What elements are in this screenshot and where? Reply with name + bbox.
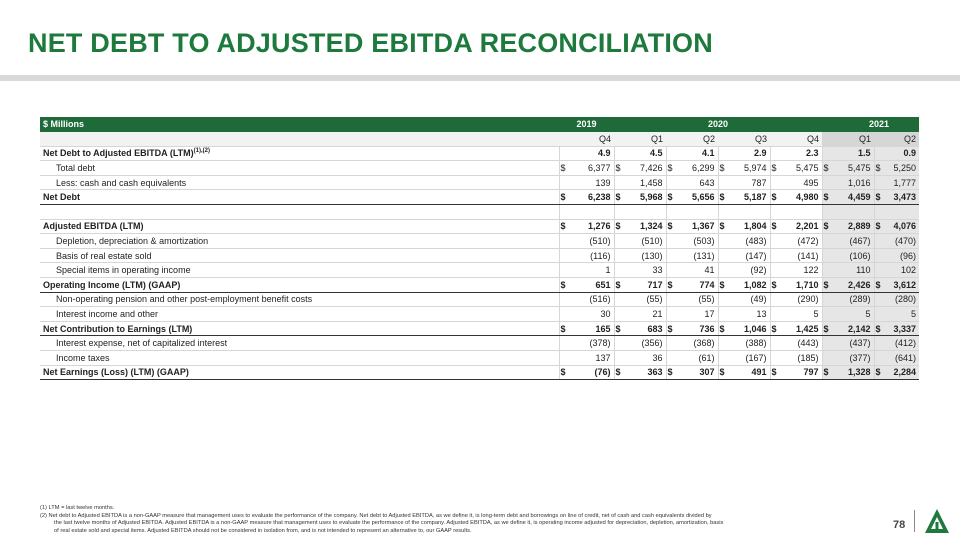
- currency-symbol: [666, 336, 676, 351]
- value-cell: 491: [728, 365, 770, 380]
- table-row: [40, 336, 919, 351]
- currency-symbol: $: [559, 161, 569, 176]
- currency-symbol: [614, 336, 624, 351]
- currency-symbol: [822, 307, 832, 322]
- currency-symbol: [822, 351, 832, 366]
- currency-symbol: $: [874, 321, 884, 336]
- value-cell: (412): [884, 336, 919, 351]
- currency-symbol: $: [874, 365, 884, 380]
- row-label: Adjusted EBITDA (LTM): [40, 219, 559, 234]
- currency-symbol: $: [614, 278, 624, 293]
- value-cell: (130): [624, 248, 666, 263]
- row-label: Depletion, depreciation & amortization: [40, 234, 559, 249]
- value-cell: 5,187: [728, 190, 770, 205]
- currency-symbol: [559, 336, 569, 351]
- currency-symbol: [614, 292, 624, 307]
- value-cell: (503): [676, 234, 718, 249]
- value-cell: 6,377: [569, 161, 614, 176]
- value-cell: 41: [676, 263, 718, 278]
- value-cell: (55): [676, 292, 718, 307]
- currency-symbol: [770, 307, 780, 322]
- value-cell: 2,284: [884, 365, 919, 380]
- currency-symbol: $: [666, 321, 676, 336]
- currency-symbol: $: [718, 365, 728, 380]
- currency-symbol: $: [614, 321, 624, 336]
- value-cell: (185): [780, 351, 822, 366]
- currency-symbol: $: [770, 190, 780, 205]
- currency-symbol: [666, 146, 676, 161]
- currency-symbol: [718, 234, 728, 249]
- value-cell: (76): [569, 365, 614, 380]
- currency-symbol: [614, 248, 624, 263]
- value-cell: [780, 205, 822, 220]
- currency-symbol: [874, 175, 884, 190]
- currency-symbol: [666, 175, 676, 190]
- year-2020: 2020: [614, 117, 822, 132]
- currency-symbol: [559, 205, 569, 220]
- row-label: Interest income and other: [40, 307, 559, 322]
- value-cell: 110: [832, 263, 874, 278]
- value-cell: 7,426: [624, 161, 666, 176]
- currency-symbol: [559, 351, 569, 366]
- row-label: Net Debt to Adjusted EBITDA (LTM)$^{(1),(2)}$: [40, 146, 559, 161]
- value-cell: 1,324: [624, 219, 666, 234]
- value-cell: 1,328: [832, 365, 874, 380]
- value-cell: 4.5: [624, 146, 666, 161]
- currency-symbol: [559, 234, 569, 249]
- value-cell: (106): [832, 248, 874, 263]
- currency-symbol: [718, 175, 728, 190]
- table-row: [40, 190, 919, 205]
- value-cell: 797: [780, 365, 822, 380]
- row-label: Less: cash and cash equivalents: [40, 175, 559, 190]
- currency-symbol: [718, 146, 728, 161]
- footnote-2-line-1: (2) Net debt to Adjusted EBITDA is a non-GAAP measure that management uses to evaluate the performance of the company. Net debt to Adjusted EBITDA, as we define it, is long-term debt and borrowings on line of credit, net of cash and cash equivalents divided by: [40, 512, 712, 519]
- value-cell: 5,250: [884, 161, 919, 176]
- currency-symbol: $: [822, 278, 832, 293]
- currency-symbol: $: [770, 161, 780, 176]
- currency-symbol: $: [718, 219, 728, 234]
- table-row: [40, 292, 919, 307]
- value-cell: (470): [884, 234, 919, 249]
- currency-symbol: $: [874, 161, 884, 176]
- currency-symbol: [666, 263, 676, 278]
- currency-symbol: $: [874, 219, 884, 234]
- table-row: [40, 175, 919, 190]
- currency-symbol: [666, 205, 676, 220]
- value-cell: (131): [676, 248, 718, 263]
- value-cell: 5: [832, 307, 874, 322]
- currency-symbol: [614, 205, 624, 220]
- page-number: 78: [893, 519, 906, 531]
- currency-symbol: [718, 263, 728, 278]
- value-cell: 717: [624, 278, 666, 293]
- table-row: [40, 263, 919, 278]
- currency-symbol: [614, 175, 624, 190]
- currency-symbol: [822, 175, 832, 190]
- currency-symbol: [822, 234, 832, 249]
- value-cell: (96): [884, 248, 919, 263]
- quarter-header: Q2: [874, 132, 919, 147]
- value-cell: 1,367: [676, 219, 718, 234]
- footnote-reference: (1),(2): [193, 148, 210, 155]
- year-2019: 2019: [559, 117, 614, 132]
- value-cell: (167): [728, 351, 770, 366]
- value-cell: 1,777: [884, 175, 919, 190]
- value-cell: 1.5: [832, 146, 874, 161]
- currency-symbol: [718, 336, 728, 351]
- value-cell: 1,425: [780, 321, 822, 336]
- currency-symbol: [874, 263, 884, 278]
- value-cell: 643: [676, 175, 718, 190]
- currency-symbol: $: [874, 190, 884, 205]
- value-cell: 102: [884, 263, 919, 278]
- value-cell: 1: [569, 263, 614, 278]
- value-cell: 33: [624, 263, 666, 278]
- currency-symbol: [770, 248, 780, 263]
- currency-symbol: [770, 292, 780, 307]
- value-cell: [624, 205, 666, 220]
- currency-symbol: [874, 351, 884, 366]
- company-tree-logo-icon: [924, 508, 950, 534]
- value-cell: (368): [676, 336, 718, 351]
- value-cell: 4.9: [569, 146, 614, 161]
- currency-symbol: $: [666, 190, 676, 205]
- currency-symbol: $: [770, 219, 780, 234]
- value-cell: (61): [676, 351, 718, 366]
- currency-symbol: [770, 336, 780, 351]
- currency-symbol: $: [822, 219, 832, 234]
- currency-symbol: $: [718, 190, 728, 205]
- page-number-divider: [914, 510, 915, 532]
- value-cell: 2,426: [832, 278, 874, 293]
- currency-symbol: [770, 175, 780, 190]
- currency-symbol: [822, 336, 832, 351]
- currency-symbol: [614, 307, 624, 322]
- row-label: Special items in operating income: [40, 263, 559, 278]
- value-cell: (437): [832, 336, 874, 351]
- currency-symbol: [666, 248, 676, 263]
- year-2021: 2021: [822, 117, 919, 132]
- table-row: [40, 161, 919, 176]
- footnote-2-line-2: the last twelve months of Adjusted EBITDA. Adjusted EBITDA is a non-GAAP measure that management uses to evaluate the performance of the company. Adjusted EBITDA, as we define it, is operating income adjusted for depreciation, depletion, amortization, basis: [54, 520, 724, 527]
- value-cell: 5: [780, 307, 822, 322]
- quarter-header: Q4: [770, 132, 822, 147]
- currency-symbol: $: [874, 278, 884, 293]
- value-cell: [676, 205, 718, 220]
- value-cell: (641): [884, 351, 919, 366]
- currency-symbol: [718, 248, 728, 263]
- table-row: [40, 219, 919, 234]
- value-cell: 3,612: [884, 278, 919, 293]
- currency-symbol: $: [718, 161, 728, 176]
- value-cell: 1,276: [569, 219, 614, 234]
- currency-symbol: [559, 146, 569, 161]
- value-cell: (483): [728, 234, 770, 249]
- currency-symbol: [874, 248, 884, 263]
- currency-symbol: [666, 351, 676, 366]
- value-cell: 17: [676, 307, 718, 322]
- value-cell: (467): [832, 234, 874, 249]
- value-cell: 2,889: [832, 219, 874, 234]
- value-cell: 1,046: [728, 321, 770, 336]
- currency-symbol: $: [770, 321, 780, 336]
- value-cell: 2.9: [728, 146, 770, 161]
- value-cell: 363: [624, 365, 666, 380]
- value-cell: 1,016: [832, 175, 874, 190]
- currency-symbol: [559, 292, 569, 307]
- currency-symbol: [614, 351, 624, 366]
- currency-symbol: [874, 234, 884, 249]
- currency-symbol: [770, 205, 780, 220]
- value-cell: (147): [728, 248, 770, 263]
- currency-symbol: [718, 351, 728, 366]
- currency-symbol: [770, 263, 780, 278]
- table-row: [40, 307, 919, 322]
- currency-symbol: [666, 292, 676, 307]
- currency-symbol: $: [770, 278, 780, 293]
- value-cell: 122: [780, 263, 822, 278]
- value-cell: (510): [569, 234, 614, 249]
- currency-symbol: $: [614, 190, 624, 205]
- value-cell: (378): [569, 336, 614, 351]
- value-cell: (55): [624, 292, 666, 307]
- value-cell: 683: [624, 321, 666, 336]
- footnote-1: (1) LTM = last twelve months.: [40, 505, 115, 511]
- quarter-header: Q3: [718, 132, 770, 147]
- currency-symbol: [770, 234, 780, 249]
- currency-symbol: [718, 307, 728, 322]
- value-cell: (510): [624, 234, 666, 249]
- value-cell: (280): [884, 292, 919, 307]
- row-label: [40, 205, 559, 220]
- value-cell: 651: [569, 278, 614, 293]
- value-cell: 2.3: [780, 146, 822, 161]
- currency-symbol: $: [614, 161, 624, 176]
- value-cell: (516): [569, 292, 614, 307]
- table-row: [40, 278, 919, 293]
- value-cell: 5,656: [676, 190, 718, 205]
- row-label: Operating Income (LTM) (GAAP): [40, 278, 559, 293]
- currency-symbol: $: [559, 321, 569, 336]
- value-cell: 2,142: [832, 321, 874, 336]
- value-cell: (49): [728, 292, 770, 307]
- value-cell: [569, 205, 614, 220]
- table-row: [40, 365, 919, 380]
- row-label: Non-operating pension and other post-employment benefit costs: [40, 292, 559, 307]
- currency-symbol: $: [666, 278, 676, 293]
- currency-symbol: [874, 336, 884, 351]
- table-row: [40, 234, 919, 249]
- currency-symbol: [874, 146, 884, 161]
- value-cell: 1,082: [728, 278, 770, 293]
- value-cell: 3,337: [884, 321, 919, 336]
- value-cell: [884, 205, 919, 220]
- value-cell: 1,458: [624, 175, 666, 190]
- currency-symbol: [718, 292, 728, 307]
- row-label: Net Earnings (Loss) (LTM) (GAAP): [40, 365, 559, 380]
- value-cell: 4.1: [676, 146, 718, 161]
- currency-symbol: $: [770, 365, 780, 380]
- currency-symbol: $: [718, 278, 728, 293]
- value-cell: 1,804: [728, 219, 770, 234]
- value-cell: 5,974: [728, 161, 770, 176]
- currency-symbol: [559, 175, 569, 190]
- value-cell: 736: [676, 321, 718, 336]
- currency-symbol: $: [718, 321, 728, 336]
- value-cell: 139: [569, 175, 614, 190]
- currency-symbol: [666, 234, 676, 249]
- currency-symbol: $: [559, 365, 569, 380]
- currency-symbol: [614, 263, 624, 278]
- value-cell: (472): [780, 234, 822, 249]
- value-cell: 495: [780, 175, 822, 190]
- value-cell: 5,475: [780, 161, 822, 176]
- table-row: [40, 321, 919, 336]
- row-label: Basis of real estate sold: [40, 248, 559, 263]
- currency-symbol: [822, 205, 832, 220]
- value-cell: (388): [728, 336, 770, 351]
- value-cell: 774: [676, 278, 718, 293]
- value-cell: (116): [569, 248, 614, 263]
- value-cell: (289): [832, 292, 874, 307]
- currency-symbol: [822, 146, 832, 161]
- value-cell: 307: [676, 365, 718, 380]
- row-label: Net Debt: [40, 190, 559, 205]
- row-label: Total debt: [40, 161, 559, 176]
- value-cell: 165: [569, 321, 614, 336]
- value-cell: (290): [780, 292, 822, 307]
- value-cell: 137: [569, 351, 614, 366]
- value-cell: 36: [624, 351, 666, 366]
- value-cell: 3,473: [884, 190, 919, 205]
- currency-symbol: $: [822, 190, 832, 205]
- currency-symbol: [559, 248, 569, 263]
- value-cell: 30: [569, 307, 614, 322]
- currency-symbol: $: [666, 219, 676, 234]
- value-cell: (377): [832, 351, 874, 366]
- currency-symbol: [770, 146, 780, 161]
- currency-symbol: [559, 263, 569, 278]
- currency-symbol: $: [666, 161, 676, 176]
- value-cell: 13: [728, 307, 770, 322]
- currency-symbol: [874, 307, 884, 322]
- page-title: NET DEBT TO ADJUSTED EBITDA RECONCILIATION: [28, 28, 713, 58]
- value-cell: 4,980: [780, 190, 822, 205]
- quarter-header: Q2: [666, 132, 718, 147]
- row-label: Net Contribution to Earnings (LTM): [40, 321, 559, 336]
- table-row: [40, 146, 919, 161]
- currency-symbol: [874, 292, 884, 307]
- table-row: [40, 351, 919, 366]
- value-cell: 21: [624, 307, 666, 322]
- value-cell: 2,201: [780, 219, 822, 234]
- row-label: Income taxes: [40, 351, 559, 366]
- table-header-row: [40, 117, 919, 132]
- currency-symbol: [822, 263, 832, 278]
- value-cell: 5,475: [832, 161, 874, 176]
- currency-symbol: $: [614, 365, 624, 380]
- value-cell: 4,076: [884, 219, 919, 234]
- currency-symbol: $: [822, 365, 832, 380]
- currency-symbol: $: [559, 190, 569, 205]
- value-cell: 1,710: [780, 278, 822, 293]
- currency-symbol: [614, 146, 624, 161]
- currency-symbol: $: [559, 219, 569, 234]
- quarter-header-row: [40, 132, 919, 147]
- row-label: Interest expense, net of capitalized interest: [40, 336, 559, 351]
- footnote-2-line-3: of real estate sold and special items. Adjusted EBITDA should not be considered in isolation from, and is not intended to represent an alternative to, our GAAP results.: [54, 528, 472, 535]
- table-row: [40, 205, 919, 220]
- currency-symbol: [770, 351, 780, 366]
- currency-symbol: [559, 307, 569, 322]
- quarter-header: Q1: [614, 132, 666, 147]
- currency-symbol: $: [614, 219, 624, 234]
- currency-symbol: [718, 205, 728, 220]
- quarter-header: Q1: [822, 132, 874, 147]
- value-cell: 4,459: [832, 190, 874, 205]
- value-cell: 5: [884, 307, 919, 322]
- currency-symbol: [874, 205, 884, 220]
- unit-label: $ Millions: [40, 117, 559, 132]
- table-row: [40, 248, 919, 263]
- footnotes: [40, 505, 890, 536]
- currency-symbol: [822, 292, 832, 307]
- title-divider: [0, 75, 960, 81]
- currency-symbol: [822, 248, 832, 263]
- value-cell: [728, 205, 770, 220]
- value-cell: 5,968: [624, 190, 666, 205]
- quarter-header: Q4: [559, 132, 614, 147]
- currency-symbol: $: [666, 365, 676, 380]
- value-cell: (443): [780, 336, 822, 351]
- value-cell: 6,238: [569, 190, 614, 205]
- currency-symbol: $: [822, 321, 832, 336]
- currency-symbol: [666, 307, 676, 322]
- currency-symbol: $: [822, 161, 832, 176]
- currency-symbol: [614, 234, 624, 249]
- value-cell: [832, 205, 874, 220]
- reconciliation-table: [40, 117, 919, 380]
- value-cell: 787: [728, 175, 770, 190]
- value-cell: 6,299: [676, 161, 718, 176]
- value-cell: 0.9: [884, 146, 919, 161]
- value-cell: (356): [624, 336, 666, 351]
- value-cell: (141): [780, 248, 822, 263]
- currency-symbol: $: [559, 278, 569, 293]
- value-cell: (92): [728, 263, 770, 278]
